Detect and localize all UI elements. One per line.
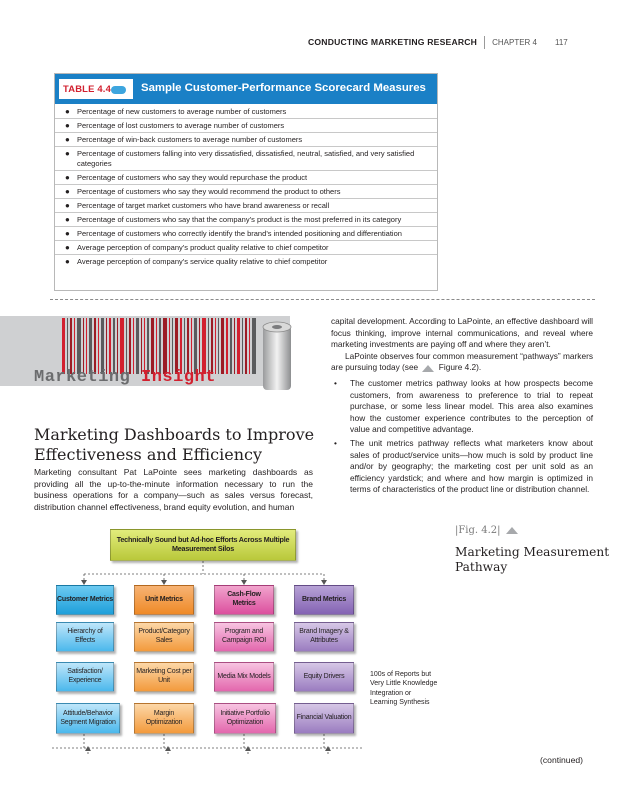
customer-metric-item: Hierarchy of Effects <box>56 622 114 652</box>
barcode-stripe <box>184 318 185 374</box>
barcode-stripe <box>249 318 250 374</box>
unit-metric-item: Marketing Cost per Unit <box>134 662 194 692</box>
barcode-stripe <box>120 318 124 374</box>
table-rows <box>55 105 437 269</box>
barcode-stripe <box>252 318 256 374</box>
barcode-stripe <box>126 318 127 374</box>
list-item-text: The customer metrics pathway looks at how prospects become customers, from awareness to preference to trial to repeat purchase, or some less linear model. This area also examines how the customer experience contributes to the perception of value and competitive advantage. <box>350 377 593 435</box>
table-header <box>55 74 437 104</box>
list-item <box>331 438 593 496</box>
barcode-stripe <box>191 318 192 374</box>
table-row <box>55 133 437 147</box>
brand-metric-item: Brand Imagery & Attributes <box>294 622 354 652</box>
barcode-stripe <box>70 318 72 374</box>
table-row <box>55 147 437 171</box>
barcode-stripe <box>172 318 173 374</box>
bullet-icon: ● <box>65 187 70 196</box>
barcode-stripe <box>199 318 200 374</box>
paper-roll-icon <box>257 320 297 396</box>
barcode-stripe <box>74 318 75 374</box>
insight-label-marketing: Marketing <box>34 368 131 387</box>
barcode-stripe <box>94 318 96 374</box>
barcode-graphic <box>62 318 258 374</box>
unit-metric-item: Margin Optimization <box>134 703 194 734</box>
bullet-icon: ● <box>65 173 70 182</box>
barcode-stripe <box>83 318 84 374</box>
table-4-4 <box>54 73 438 291</box>
table-row <box>55 199 437 213</box>
brand-metric-item: Financial Valuation <box>294 703 354 734</box>
bullet-icon: • <box>334 437 337 448</box>
page-number: 117 <box>555 37 568 47</box>
bullet-icon: ● <box>65 229 70 238</box>
paragraph-text: LaPointe observes four common measurement “pathways” markers are pursuing today (see <box>331 350 593 373</box>
barcode-stripe <box>237 318 240 374</box>
customer-metrics-box: Customer Metrics <box>56 585 114 615</box>
table-row-text: Percentage of new customers to average number of customers <box>77 107 287 116</box>
cash-flow-metrics-box: Cash-Flow Metrics <box>214 585 274 615</box>
barcode-stripe <box>151 318 154 374</box>
barcode-stripe <box>221 318 224 374</box>
bullet-icon: ● <box>65 215 70 224</box>
brand-metric-item: Equity Drivers <box>294 662 354 692</box>
barcode-stripe <box>163 318 167 374</box>
barcode-stripe <box>234 318 235 374</box>
customer-metric-item: Satisfaction/ Experience <box>56 662 114 692</box>
pathway-list <box>331 378 593 496</box>
table-tag <box>59 79 133 99</box>
barcode-stripe <box>202 318 206 374</box>
barcode-stripe <box>218 318 219 374</box>
figure-number: |Fig. 4.2| <box>455 525 501 536</box>
insight-body-right <box>331 316 593 498</box>
bullet-icon: ● <box>65 257 70 266</box>
barcode-stripe <box>208 318 209 374</box>
barcode-stripe <box>242 318 243 374</box>
barcode-stripe <box>129 318 131 374</box>
table-row <box>55 255 437 269</box>
barcode-stripe <box>101 318 104 374</box>
header-separator <box>484 36 485 49</box>
barcode-stripe <box>169 318 170 374</box>
insight-label-insight: Insight <box>141 368 216 387</box>
table-row-text: Percentage of customers who say they would repurchase the product <box>77 173 308 182</box>
table-tag-pill-icon <box>111 86 126 94</box>
barcode-stripe <box>62 318 65 374</box>
table-row <box>55 171 437 185</box>
paragraph: capital development. According to LaPointe, an effective dashboard will focus thinking, improve internal communications, and reveal where marketing investments are paying off and where they aren’t. <box>331 316 593 350</box>
bullet-icon: • <box>334 377 337 388</box>
measurement-pathway-diagram <box>52 522 438 762</box>
table-row <box>55 241 437 255</box>
section-divider <box>50 299 595 300</box>
barcode-stripe <box>77 318 81 374</box>
barcode-stripe <box>215 318 216 374</box>
insight-body-left: Marketing consultant Pat LaPointe sees marketing dashboards as providing all the up-to-the-minute information necessary to run the business operations for a company—such as sales versus forecast, distribution channel effectiveness, brand equity evolution, and human <box>34 467 313 512</box>
cash-flow-metric-item: Initiative Portfolio Optimization <box>214 703 276 734</box>
barcode-stripe <box>141 318 142 374</box>
paragraph <box>331 351 593 374</box>
table-row <box>55 119 437 133</box>
barcode-stripe <box>211 318 213 374</box>
table-row-text: Percentage of customers who correctly identify the brand’s intended positioning and differentiation <box>77 229 402 238</box>
bullet-icon: ● <box>65 135 70 144</box>
chapter-label: CHAPTER 4 <box>492 37 537 47</box>
customer-metric-item: Attitude/Behavior Segment Migration <box>56 703 120 734</box>
barcode-stripe <box>113 318 115 374</box>
barcode-stripe <box>180 318 182 374</box>
barcode-stripe <box>147 318 149 374</box>
running-header-title: CONDUCTING MARKETING RESEARCH <box>308 36 478 47</box>
running-header <box>308 36 598 49</box>
unit-metrics-box: Unit Metrics <box>134 585 194 615</box>
bullet-icon: ● <box>65 201 70 210</box>
barcode-stripe <box>136 318 139 374</box>
bullet-icon: ● <box>65 243 70 252</box>
table-row <box>55 213 437 227</box>
table-row-text: Average perception of company’s product quality relative to chief competitor <box>77 243 329 252</box>
insight-heading: Marketing Dashboards to Improve Effectiveness and Efficiency <box>34 425 315 464</box>
barcode-stripe <box>106 318 107 374</box>
barcode-stripe <box>245 318 247 374</box>
figure-label <box>455 525 520 536</box>
figure-triangle-icon <box>506 527 518 534</box>
list-item-text: The unit metrics pathway reflects what marketers know about sales of product/service units—how much is sold by product line and/or by geography; the marketing cost per unit sold as an efficiency yardstick; and where and how margin is optimized in terms of characteristics of the product line or distribution channel. <box>350 437 593 495</box>
diagram-top-box: Technically Sound but Ad-hoc Efforts Across Multiple Measurement Silos <box>110 529 296 561</box>
table-row-text: Percentage of customers who say they would recommend the product to others <box>77 187 341 196</box>
barcode-stripe <box>175 318 178 374</box>
table-row-text: Percentage of customers falling into very dissatisfied, dissatisfied, neutral, satisfied, and very satisfied categories <box>77 149 415 168</box>
barcode-stripe <box>226 318 228 374</box>
barcode-stripe <box>230 318 232 374</box>
barcode-stripe <box>144 318 145 374</box>
table-number: TABLE 4.4 <box>63 83 111 94</box>
continued-label: (continued) <box>540 755 583 765</box>
table-title: Sample Customer-Performance Scorecard Measures <box>141 82 426 94</box>
brand-metrics-box: Brand Metrics <box>294 585 354 615</box>
table-row-text: Percentage of win-back customers to average number of customers <box>77 135 303 144</box>
bullet-icon: ● <box>65 149 70 158</box>
barcode-stripe <box>194 318 197 374</box>
table-row-text: Percentage of lost customers to average number of customers <box>77 121 285 130</box>
diagram-side-note: 100s of Reports but Very Little Knowledge Integration or Learning Synthesis <box>370 671 438 707</box>
table-row <box>55 105 437 119</box>
bullet-icon: ● <box>65 121 70 130</box>
figure-reference-text: Figure 4.2). <box>438 362 482 373</box>
table-row <box>55 185 437 199</box>
unit-metric-item: Product/Category Sales <box>134 622 194 652</box>
table-row <box>55 227 437 241</box>
table-row-text: Percentage of customers who say that the company’s product is the most preferred in its category <box>77 215 402 224</box>
list-item <box>331 378 593 436</box>
table-row-text: Average perception of company’s service quality relative to chief competitor <box>77 257 328 266</box>
table-row-text: Percentage of target market customers who have brand awareness or recall <box>77 201 330 210</box>
barcode-stripe <box>98 318 99 374</box>
barcode-stripe <box>187 318 189 374</box>
barcode-stripe <box>159 318 161 374</box>
barcode-stripe <box>109 318 111 374</box>
figure-reference-icon <box>422 365 434 372</box>
bullet-icon: ● <box>65 107 70 116</box>
barcode-stripe <box>86 318 87 374</box>
barcode-stripe <box>67 318 68 374</box>
insight-label <box>34 368 216 387</box>
barcode-stripe <box>117 318 118 374</box>
cash-flow-metric-item: Media Mix Models <box>214 662 274 692</box>
cash-flow-metric-item: Program and Campaign ROI <box>214 622 274 652</box>
barcode-stripe <box>133 318 134 374</box>
barcode-stripe <box>156 318 157 374</box>
figure-title: Marketing Measurement Pathway <box>455 545 610 574</box>
barcode-stripe <box>89 318 92 374</box>
